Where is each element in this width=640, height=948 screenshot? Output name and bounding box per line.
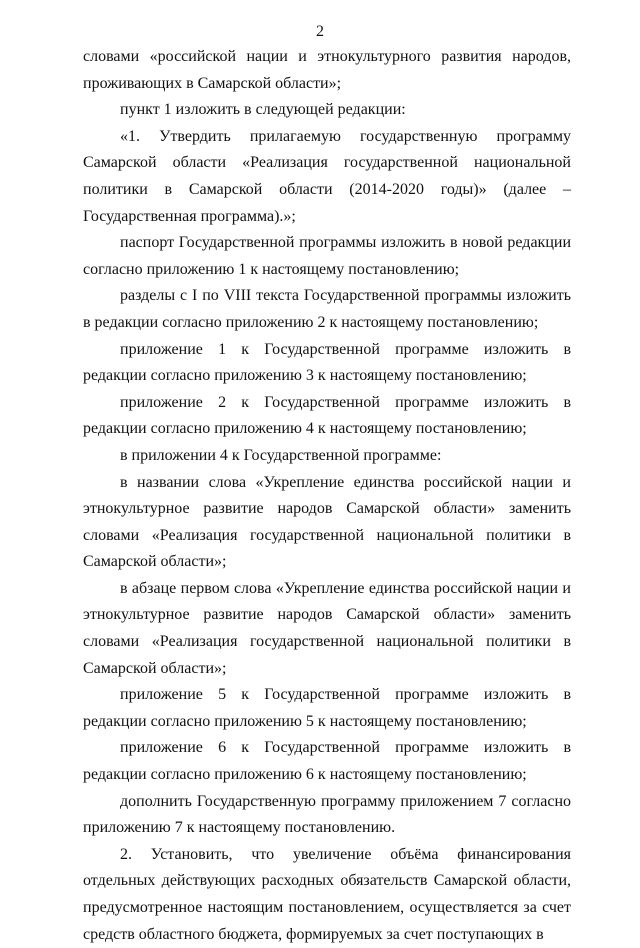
paragraph: приложение 2 к Государственной программе изложить в редакции согласно приложению 4 к настоящему постановлению; — [83, 393, 571, 438]
paragraph: «1. Утвердить прилагаемую государственную программу Самарской области «Реализация государственной национальной политики в Самарской области (2014-2020 годы)» (далее – Государственная программа).»; — [83, 127, 571, 225]
paragraph: пункт 1 изложить в следующей редакции: — [120, 101, 406, 119]
paragraph: паспорт Государственной программы изложить в новой редакции согласно приложению 1 к настоящему постановлению; — [83, 234, 571, 278]
paragraph: приложение 1 к Государственной программе изложить в редакции согласно приложению 3 к настоящему постановлению; — [83, 340, 571, 385]
paragraph: в приложении 4 к Государственной программе: — [120, 446, 442, 464]
paragraph: приложение 5 к Государственной программе изложить в редакции согласно приложению 5 к настоящему постановлению; — [83, 686, 571, 730]
paragraph-section-2: 2. Установить, что увеличение объёма финансирования отдельных действующих расходных обязательств Самарской области, предусмотренное настоящим постановлением, осуществляется за счет средств областного бюджета, формируемых за счет поступающих в — [83, 845, 571, 943]
paragraph: приложение 6 к Государственной программе изложить в редакции согласно приложению 6 к настоящему постановлению; — [83, 739, 571, 784]
paragraph: дополнить Государственную программу приложением 7 согласно приложению 7 к настоящему постановлению. — [83, 792, 571, 837]
paragraph: в абзаце первом слова «Укрепление единства российской нации и этнокультурное развитие народов Самарской области» заменить словами «Реализация государственной национальной политики в Самарской области»; — [83, 579, 571, 677]
document-body — [83, 44, 571, 948]
page-number: 2 — [316, 23, 324, 40]
paragraph: разделы с I по VIII текста Государственной программы изложить в редакции согласно приложению 2 к настоящему постановлению; — [83, 287, 571, 331]
paragraph-continuation: словами «российской нации и этнокультурного развития народов, проживающих в Самарской области»; — [83, 48, 571, 92]
paragraph: в названии слова «Укрепление единства российской нации и этнокультурное развитие народов Самарской области» заменить словами «Реализация государственной национальной политики в Самарской области»; — [83, 473, 571, 571]
